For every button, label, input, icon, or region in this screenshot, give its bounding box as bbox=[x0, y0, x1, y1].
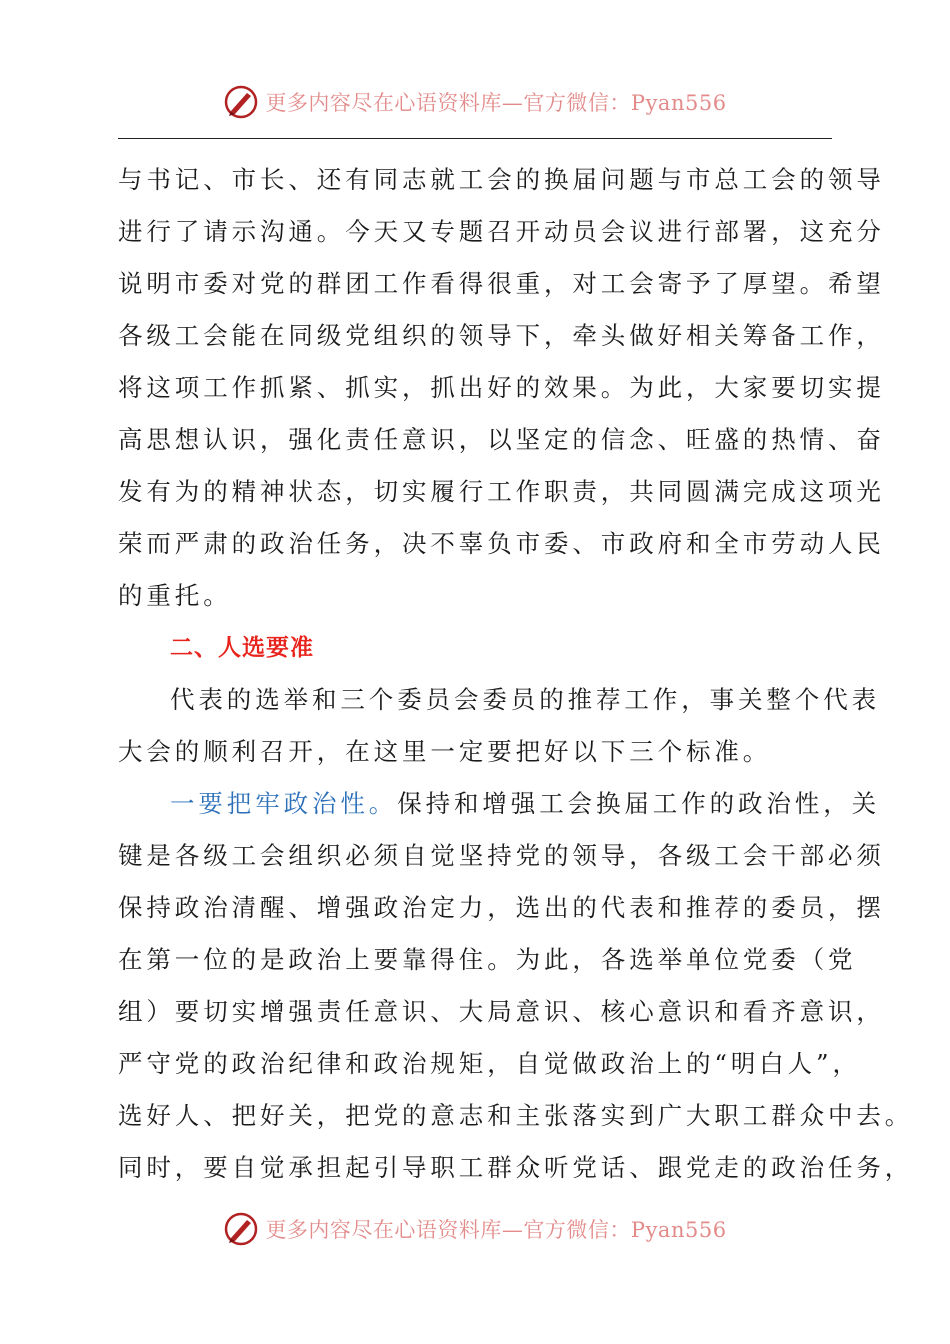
header-divider bbox=[118, 138, 832, 139]
pen-circle-logo-icon bbox=[223, 1211, 259, 1247]
document-body bbox=[118, 154, 914, 1194]
section-heading: 二、人选要准 bbox=[170, 635, 314, 661]
text-line: 组）要切实增强责任意识、大局意识、核心意识和看齐意识， bbox=[118, 997, 885, 1026]
text-line: 大会的顺利召开，在这里一定要把好以下三个标准。 bbox=[118, 737, 772, 766]
paragraph-2 bbox=[118, 674, 880, 778]
text-line: 选好人、把好关，把党的意志和主张落实到广大职工群众中去。 bbox=[118, 1101, 914, 1130]
watermark-header bbox=[0, 82, 950, 122]
text-line: 键是各级工会组织必须自觉坚持党的领导，各级工会干部必须 bbox=[118, 841, 885, 870]
text-line: 荣而严肃的政治任务，决不辜负市委、市政府和全市劳动人民 bbox=[118, 529, 885, 558]
text-line: 发有为的精神状态，切实履行工作职责，共同圆满完成这项光 bbox=[118, 477, 885, 506]
text-line: 同时，要自觉承担起引导职工群众听党话、跟党走的政治任务， bbox=[118, 1153, 914, 1182]
text-line: 与书记、市长、还有同志就工会的换届问题与市总工会的领导 bbox=[118, 165, 885, 194]
text-line: 说明市委对党的群团工作看得很重，对工会寄予了厚望。希望 bbox=[118, 269, 885, 298]
paragraph-1 bbox=[118, 154, 885, 622]
text-run: 保持和增强工会换届工作的政治性，关 bbox=[397, 789, 881, 818]
text-line: 进行了请示沟通。今天又专题召开动员会议进行部署，这充分 bbox=[118, 217, 885, 246]
text-line: 的重托。 bbox=[118, 581, 232, 610]
text-line bbox=[118, 778, 881, 830]
text-line: 高思想认识，强化责任意识，以坚定的信念、旺盛的热情、奋 bbox=[118, 425, 885, 454]
pen-circle-logo-icon bbox=[223, 84, 259, 120]
watermark-footer bbox=[0, 1209, 950, 1249]
text-line: 各级工会能在同级党组织的领导下，牵头做好相关筹备工作， bbox=[118, 321, 885, 350]
subheading-lead: 一要把牢政治性。 bbox=[170, 789, 398, 818]
text-line: 代表的选举和三个委员会委员的推荐工作，事关整个代表 bbox=[170, 685, 880, 714]
paragraph-3 bbox=[118, 778, 914, 1194]
text-line: 严守党的政治纪律和政治规矩，自觉做政治上的“明白人”， bbox=[118, 1049, 861, 1078]
text-line: 保持政治清醒、增强政治定力，选出的代表和推荐的委员，摆 bbox=[118, 893, 885, 922]
text-line: 在第一位的是政治上要靠得住。为此，各选举单位党委（党 bbox=[118, 945, 857, 974]
text-line: 将这项工作抓紧、抓实，抓出好的效果。为此，大家要切实提 bbox=[118, 373, 885, 402]
watermark-text: 更多内容尽在心语资料库—官方微信：Pyan556 bbox=[265, 1218, 727, 1242]
watermark-text: 更多内容尽在心语资料库—官方微信：Pyan556 bbox=[265, 91, 727, 115]
